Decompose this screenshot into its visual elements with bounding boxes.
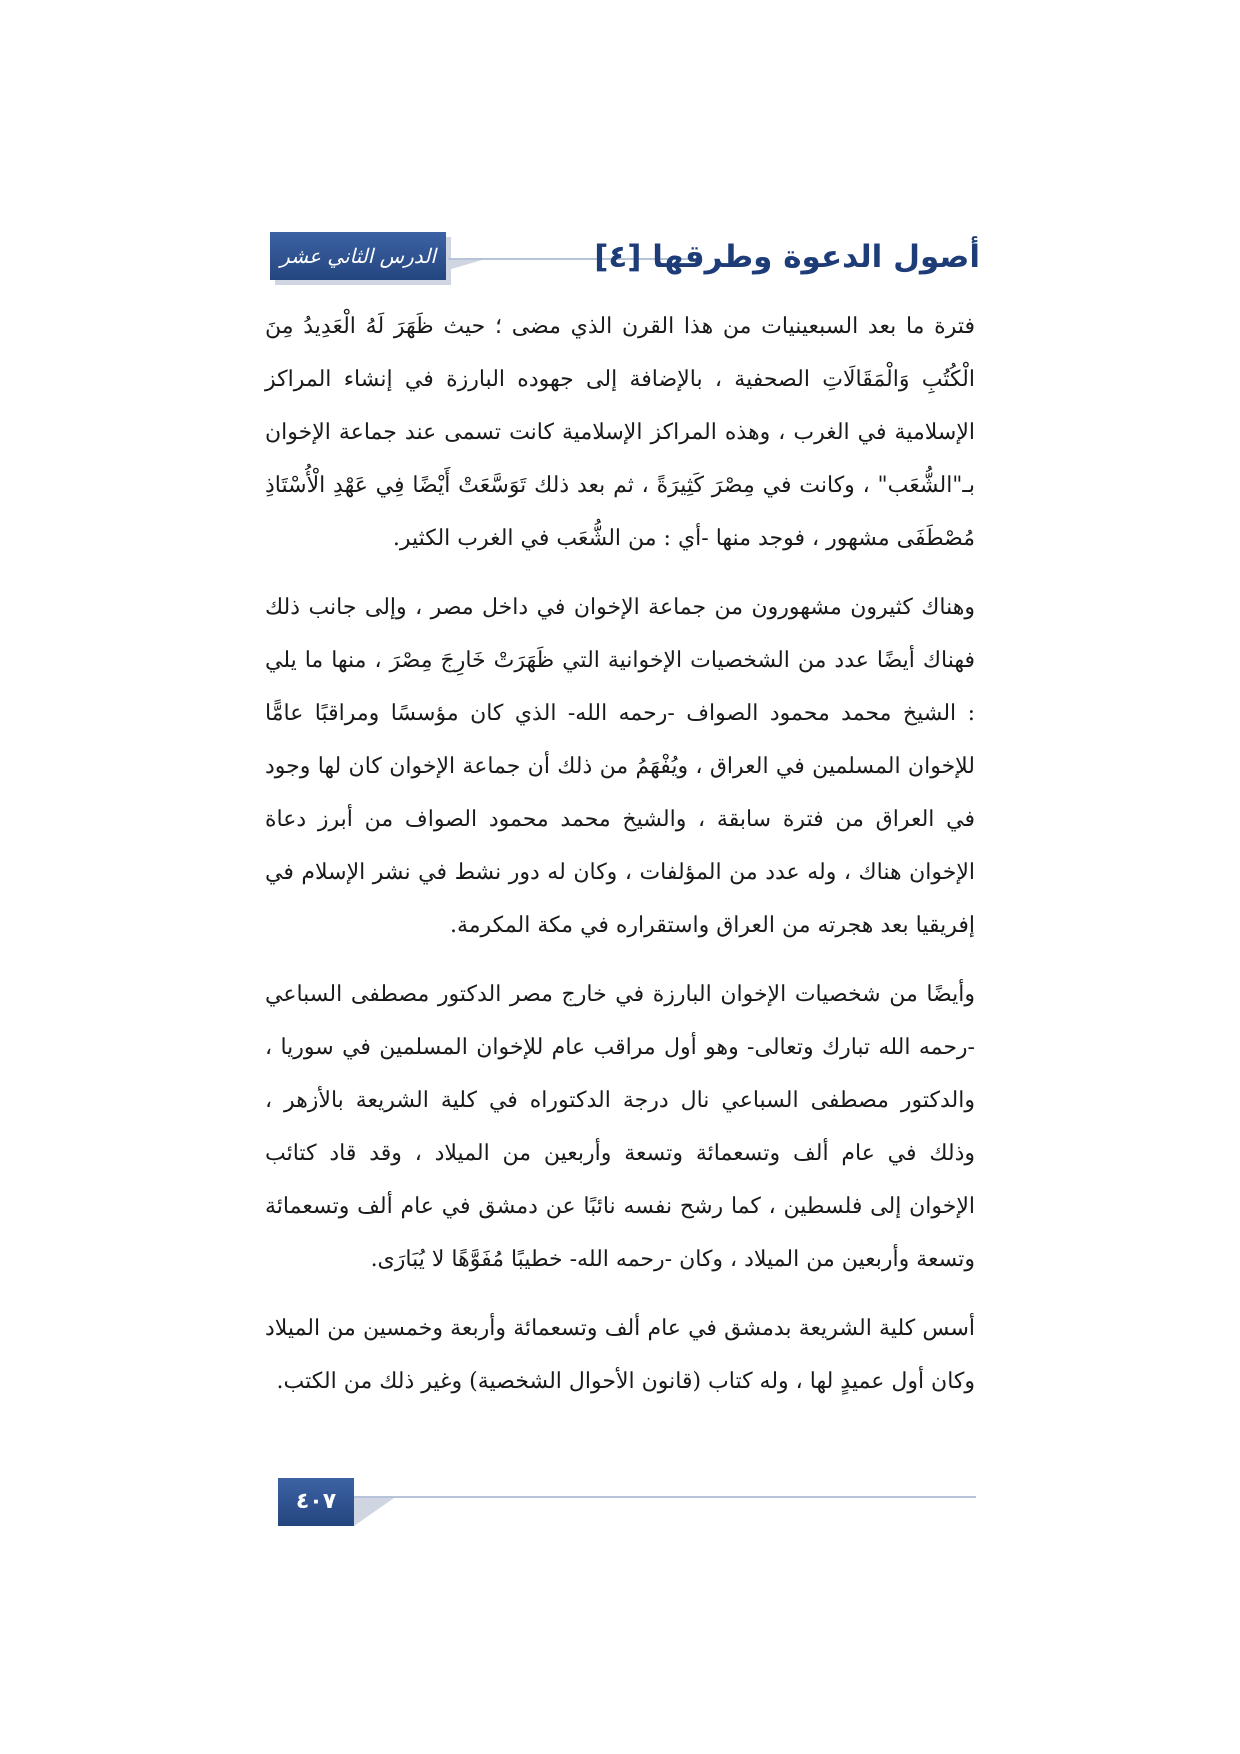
page-number: ٤٠٧ [278, 1478, 354, 1526]
header-divider-shadow [448, 260, 482, 270]
footer-badge-shadow [354, 1498, 394, 1526]
page-header [270, 232, 980, 288]
paragraph-2: وهناك كثيرون مشهورون من جماعة الإخوان في داخل مصر ، وإلى جانب ذلك فهناك أيضًا عدد من الشخصيات الإخوانية التي ظَهَرَتْ خَارِجَ مِصْرَ ، منها ما يلي : الشيخ محمد محمود الصواف -رحمه الله- الذي كان مؤسسًا ومراقبًا عامًّا للإخوان المسلمين في العراق ، ويُفْهَمُ من ذلك أن جماعة الإخوان كان لها وجود في العراق من فترة سابقة ، والشيخ محمد محمود الصواف من أبرز دعاة الإخوان هناك ، وله عدد من المؤلفات ، وكان له دور نشط في نشر الإسلام في إفريقيا بعد هجرته من العراق واستقراره في مكة المكرمة. [265, 595, 975, 938]
lesson-badge: الدرس الثاني عشر [270, 232, 446, 280]
book-title: أصول الدعوة وطرقها [٤] [594, 239, 980, 275]
footer-divider [354, 1496, 976, 1498]
paragraph-1: فترة ما بعد السبعينيات من هذا القرن الذي مضى ؛ حيث ظَهَرَ لَهُ الْعَدِيدُ مِنَ الْكُتُبِ وَالْمَقَالَاتِ الصحفية ، بالإضافة إلى جهوده البارزة في إنشاء المراكز الإسلامية في الغرب ، وهذه المراكز الإسلامية كانت تسمى عند جماعة الإخوان بـ"الشُّعَب" ، وكانت في مِصْرَ كَثِيرَةً ، ثم بعد ذلك تَوَسَّعَتْ أَيْضًا فِي عَهْدِ الْأُسْتَاذِ مُصْطَفَى مشهور ، فوجد منها -أي : من الشُّعَب في الغرب الكثير. [265, 314, 975, 551]
paragraph-3: وأيضًا من شخصيات الإخوان البارزة في خارج مصر الدكتور مصطفى السباعي -رحمه الله تبارك وتعالى- وهو أول مراقب عام للإخوان المسلمين في سوريا ، والدكتور مصطفى السباعي نال درجة الدكتوراه في كلية الشريعة بالأزهر ، وذلك في عام ألف وتسعمائة وتسعة وأربعين من الميلاد ، وقد قاد كتائب الإخوان إلى فلسطين ، كما رشح نفسه نائبًا عن دمشق في عام ألف وتسعمائة وتسعة وأربعين من الميلاد ، وكان -رحمه الله- خطيبًا مُفَوَّهًا لا يُبَارَى. [265, 982, 975, 1272]
paragraph-4: أسس كلية الشريعة بدمشق في عام ألف وتسعمائة وأربعة وخمسين من الميلاد وكان أول عميدٍ لها ، وله كتاب (قانون الأحوال الشخصية) وغير ذلك من الكتب. [265, 1316, 975, 1394]
page-body [265, 300, 975, 1424]
